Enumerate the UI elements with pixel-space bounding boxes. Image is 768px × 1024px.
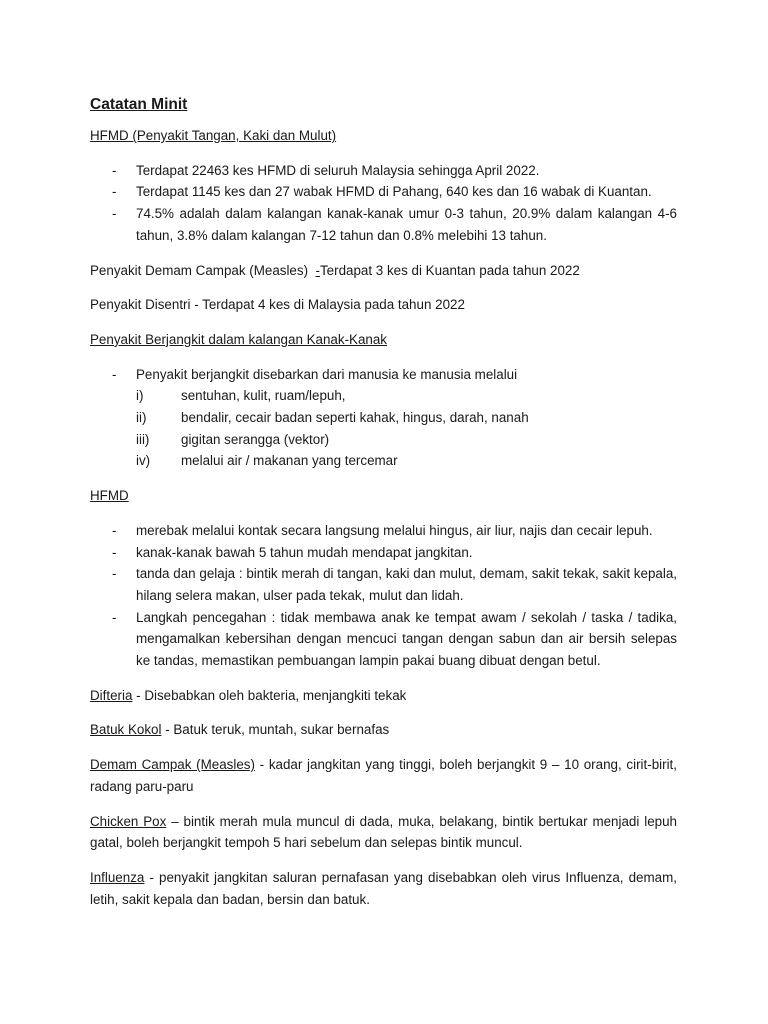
disease-influenza: Influenza - penyakit jangkitan saluran pernafasan yang disebabkan oleh virus Influenza, demam, letih, sakit kepala dan badan, bersin dan batuk. [90, 869, 677, 907]
hfmd2-list [90, 520, 677, 672]
hfmd-heading: HFMD (Penyakit Tangan, Kaki dan Mulut) [90, 128, 337, 143]
list-item: - Terdapat 22463 kes HFMD di seluruh Malaysia sehingga April 2022. [112, 162, 540, 178]
sub-item: i) sentuhan, kulit, ruam/lepuh, [136, 388, 346, 404]
page-title: Catatan Minit [90, 96, 188, 113]
measles-line: Penyakit Demam Campak (Measles) -Terdapat 3 kes di Kuantan pada tahun 2022 [90, 262, 580, 278]
list-item: - Langkah pencegahan : tidak membawa anak ke tempat awam / sekolah / taska / tadika, mengamalkan kebersihan dengan mencuci tangan dengan sabun dan air bersih selepas ke tandas, memastikan pembuangan lampin pakai buang dibuat dengan betul. [112, 609, 677, 669]
hfmd-stats-list [90, 160, 677, 247]
sub-item: iv) melalui air / makanan yang tercemar [136, 453, 398, 469]
list-item: - merebak melalui kontak secara langsung melalui hingus, air liur, najis dan cecair lepuh. [112, 522, 653, 538]
list-item: - Penyakit berjangkit disebarkan dari manusia ke manusia melalui [112, 366, 518, 382]
list-item: - 74.5% adalah dalam kalangan kanak-kanak umur 0-3 tahun, 20.9% dalam kalangan 4-6 tahun, 3.8% dalam kalangan 7-12 tahun dan 0.8% melebihi 13 tahun. [112, 206, 677, 243]
list-item: - kanak-kanak bawah 5 tahun mudah mendapat jangkitan. [112, 544, 473, 560]
disease-batuk-kokol: Batuk Kokol - Batuk teruk, muntah, sukar bernafas [90, 722, 390, 738]
disease-measles: Demam Campak (Measles) - kadar jangkitan yang tinggi, boleh berjangkit 9 – 10 orang, cirit-birit, radang paru-paru [90, 757, 677, 794]
disease-difteria: Difteria - Disebabkan oleh bakteria, menjangkiti tekak [90, 687, 407, 703]
kanak-heading: Penyakit Berjangkit dalam kalangan Kanak-Kanak [90, 331, 388, 347]
list-item: - Terdapat 1145 kes dan 27 wabak HFMD di Pahang, 640 kes dan 16 wabak di Kuantan. [112, 184, 652, 200]
list-item: - tanda dan gelaja : bintik merah di tangan, kaki dan mulut, demam, sakit tekak, sakit kepala, hilang selera makan, ulser pada tekak, mulut dan lidah. [112, 566, 677, 603]
disease-chicken-pox: Chicken Pox – bintik merah mula muncul di dada, muka, belakang, bintik bertukar menjadi lepuh gatal, boleh berjangkit tempoh 5 hari sebelum dan selepas bintik muncul. [90, 813, 677, 851]
hfmd2-heading: HFMD [90, 488, 129, 504]
kanak-list [90, 364, 677, 473]
disentri-line: Penyakit Disentri - Terdapat 4 kes di Malaysia pada tahun 2022 [90, 297, 465, 313]
sub-item: iii) gigitan serangga (vektor) [136, 431, 330, 447]
sub-item: ii) bendalir, cecair badan seperti kahak, hingus, darah, nanah [136, 410, 529, 426]
document-content [90, 94, 677, 923]
